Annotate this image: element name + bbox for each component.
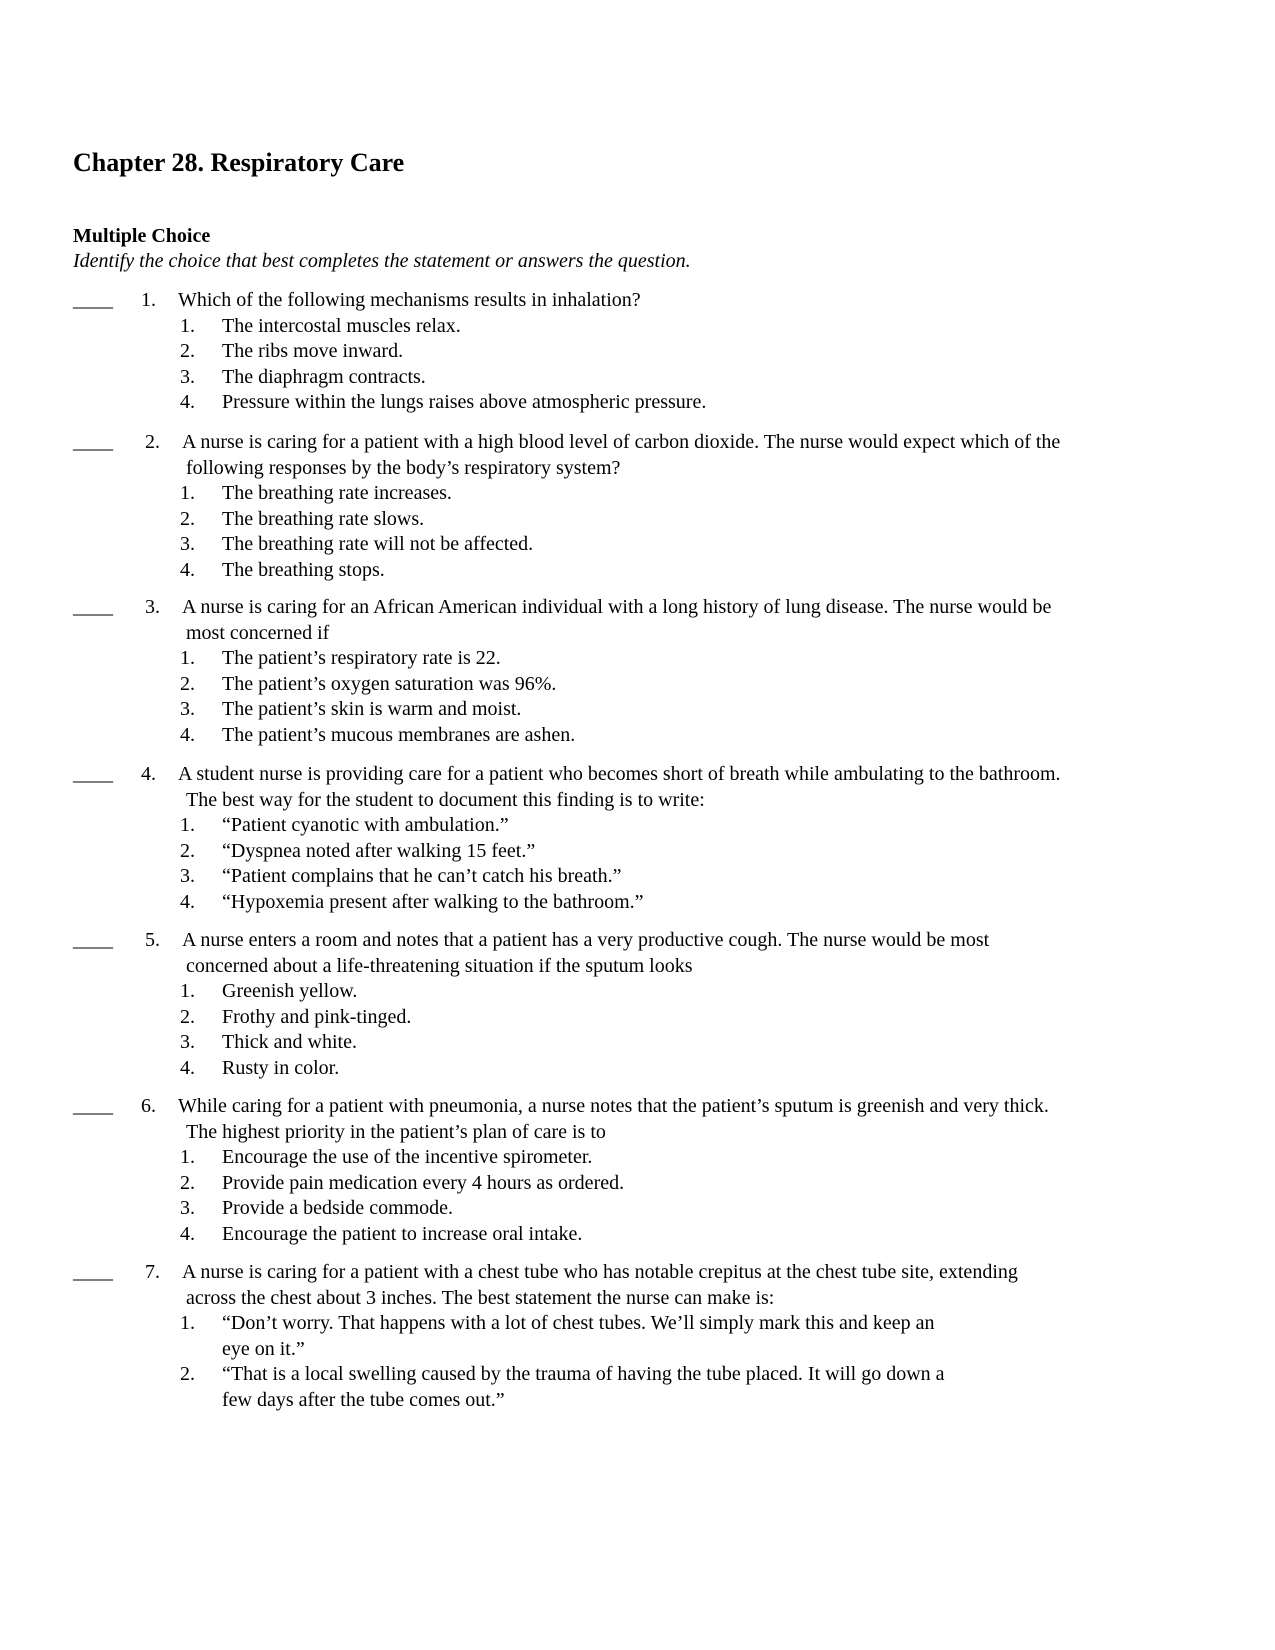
option-text: Rusty in color. (222, 1056, 340, 1079)
option-text: Thick and white. (222, 1031, 357, 1053)
option-number: 1. (180, 814, 195, 836)
answer-option[interactable] (180, 532, 1213, 558)
question-stem: The best way for the student to document this finding is to write: (186, 788, 705, 811)
option-text: “Patient complains that he can’t catch his breath.” (222, 865, 622, 887)
option-text: The intercostal muscles relax. (222, 314, 461, 337)
answer-blank[interactable]: ____ (73, 1261, 113, 1283)
question-stem: Which of the following mechanisms results in inhalation? (178, 289, 641, 311)
option-number: 4. (180, 890, 195, 913)
question-1 (73, 288, 1213, 416)
option-number: 3. (180, 698, 195, 720)
answer-option[interactable] (180, 890, 1213, 916)
answer-option[interactable] (180, 339, 1213, 365)
option-text: The patient’s skin is warm and moist. (222, 698, 522, 720)
option-text: “Patient cyanotic with ambulation.” (222, 814, 509, 836)
answer-blank[interactable]: ____ (73, 596, 113, 618)
option-number: 3. (180, 533, 195, 555)
option-number: 3. (180, 1031, 195, 1053)
option-number: 4. (180, 1222, 195, 1245)
question-stem: concerned about a life-threatening situation if the sputum looks (186, 954, 693, 977)
answer-option[interactable] (180, 697, 1213, 723)
question-stem: most concerned if (186, 621, 330, 644)
option-number: 3. (180, 865, 195, 887)
option-text: Frothy and pink-tinged. (222, 1005, 412, 1028)
option-number: 2. (180, 1171, 195, 1194)
option-text: The breathing rate will not be affected. (222, 533, 534, 555)
answer-option[interactable] (180, 1196, 1213, 1222)
question-5 (73, 928, 1213, 1081)
option-number: 4. (180, 1056, 195, 1079)
option-text: The patient’s oxygen saturation was 96%. (222, 672, 557, 695)
answer-option[interactable] (180, 481, 1213, 507)
answer-option[interactable] (180, 1171, 1213, 1197)
question-number: 4. (141, 763, 156, 785)
question-number: 2. (145, 431, 160, 453)
answer-blank[interactable]: ____ (73, 929, 113, 951)
question-stem: A student nurse is providing care for a patient who becomes short of breath while ambulating to the bathroom. (178, 763, 1061, 785)
option-number: 1. (180, 647, 195, 669)
question-stem: The highest priority in the patient’s plan of care is to (186, 1120, 606, 1143)
option-text: Encourage the use of the incentive spirometer. (222, 1146, 593, 1168)
answer-blank[interactable]: ____ (73, 289, 113, 311)
answer-option[interactable] (180, 646, 1213, 672)
answer-blank[interactable]: ____ (73, 431, 113, 453)
answer-option[interactable] (180, 1005, 1213, 1031)
option-number: 4. (180, 723, 195, 746)
option-number: 1. (180, 980, 195, 1002)
option-number: 4. (180, 558, 195, 581)
section-heading: Multiple Choice (73, 225, 211, 247)
option-number: 3. (180, 365, 195, 388)
question-stem: A nurse enters a room and notes that a patient has a very productive cough. The nurse would be most (182, 929, 990, 951)
option-number: 2. (180, 1363, 195, 1385)
answer-option[interactable] (180, 558, 1213, 584)
question-stem: across the chest about 3 inches. The best statement the nurse can make is: (186, 1286, 775, 1309)
instructions-text: Identify the choice that best completes the statement or answers the question. (73, 250, 691, 272)
option-text: “That is a local swelling caused by the trauma of having the tube placed. It will go down a (222, 1363, 945, 1385)
question-stem: A nurse is caring for an African American individual with a long history of lung disease. The nurse would be (182, 596, 1052, 618)
question-number: 6. (141, 1095, 156, 1117)
option-text: “Don’t worry. That happens with a lot of chest tubes. We’ll simply mark this and keep an (222, 1312, 935, 1334)
answer-option[interactable] (180, 314, 1213, 340)
option-text: The patient’s respiratory rate is 22. (222, 647, 501, 669)
option-number: 3. (180, 1197, 195, 1219)
option-text: The breathing rate slows. (222, 507, 425, 530)
answer-option[interactable] (180, 1030, 1213, 1056)
option-number: 2. (180, 839, 195, 862)
answer-option[interactable] (180, 839, 1213, 865)
answer-option[interactable] (180, 813, 1213, 839)
question-number: 3. (145, 596, 160, 618)
option-text: “Hypoxemia present after walking to the bathroom.” (222, 890, 644, 913)
question-6 (73, 1094, 1213, 1247)
option-text: The breathing rate increases. (222, 482, 452, 504)
option-number: 1. (180, 1146, 195, 1168)
question-number: 7. (145, 1261, 160, 1283)
question-3 (73, 595, 1213, 748)
answer-option[interactable] (180, 1145, 1213, 1171)
option-text: Pressure within the lungs raises above atmospheric pressure. (222, 391, 707, 413)
answer-option[interactable] (180, 365, 1213, 391)
option-number: 2. (180, 672, 195, 695)
option-text: The patient’s mucous membranes are ashen. (222, 723, 576, 746)
option-number: 4. (180, 391, 195, 413)
question-stem: A nurse is caring for a patient with a high blood level of carbon dioxide. The nurse would expect which of the (182, 431, 1061, 453)
question-2 (73, 430, 1213, 583)
option-text: The diaphragm contracts. (222, 365, 426, 388)
answer-option[interactable] (180, 864, 1213, 890)
option-text: Provide pain medication every 4 hours as ordered. (222, 1171, 625, 1194)
answer-option[interactable] (180, 672, 1213, 698)
answer-option[interactable] (180, 979, 1213, 1005)
answer-option[interactable] (180, 1362, 1213, 1413)
option-text: eye on it.” (222, 1337, 305, 1360)
answer-option[interactable] (180, 723, 1213, 749)
chapter-title: Chapter 28. Respiratory Care (73, 148, 405, 177)
option-number: 1. (180, 1312, 195, 1334)
option-number: 1. (180, 314, 195, 337)
option-text: “Dyspnea noted after walking 15 feet.” (222, 839, 536, 862)
option-number: 2. (180, 340, 195, 362)
answer-option[interactable] (180, 1311, 1213, 1362)
answer-option[interactable] (180, 1056, 1213, 1082)
answer-option[interactable] (180, 390, 1213, 416)
option-text: few days after the tube comes out.” (222, 1388, 505, 1411)
answer-blank[interactable]: ____ (73, 763, 113, 785)
option-text: The breathing stops. (222, 558, 385, 581)
option-number: 2. (180, 1005, 195, 1028)
question-stem: While caring for a patient with pneumonia, a nurse notes that the patient’s sputum is greenish and very thick. (178, 1095, 1049, 1117)
option-number: 2. (180, 507, 195, 530)
answer-option[interactable] (180, 1222, 1213, 1248)
option-text: Provide a bedside commode. (222, 1197, 454, 1219)
answer-blank[interactable]: ____ (73, 1095, 113, 1117)
question-number: 1. (141, 289, 156, 311)
question-7 (73, 1260, 1213, 1413)
question-stem: following responses by the body’s respiratory system? (186, 456, 621, 479)
option-number: 1. (180, 482, 195, 504)
answer-option[interactable] (180, 507, 1213, 533)
question-4 (73, 762, 1213, 915)
option-text: Encourage the patient to increase oral intake. (222, 1222, 583, 1245)
question-number: 5. (145, 929, 160, 951)
option-text: The ribs move inward. (222, 340, 404, 362)
option-text: Greenish yellow. (222, 980, 358, 1002)
question-stem: A nurse is caring for a patient with a chest tube who has notable crepitus at the chest tube site, extending (182, 1261, 1018, 1283)
